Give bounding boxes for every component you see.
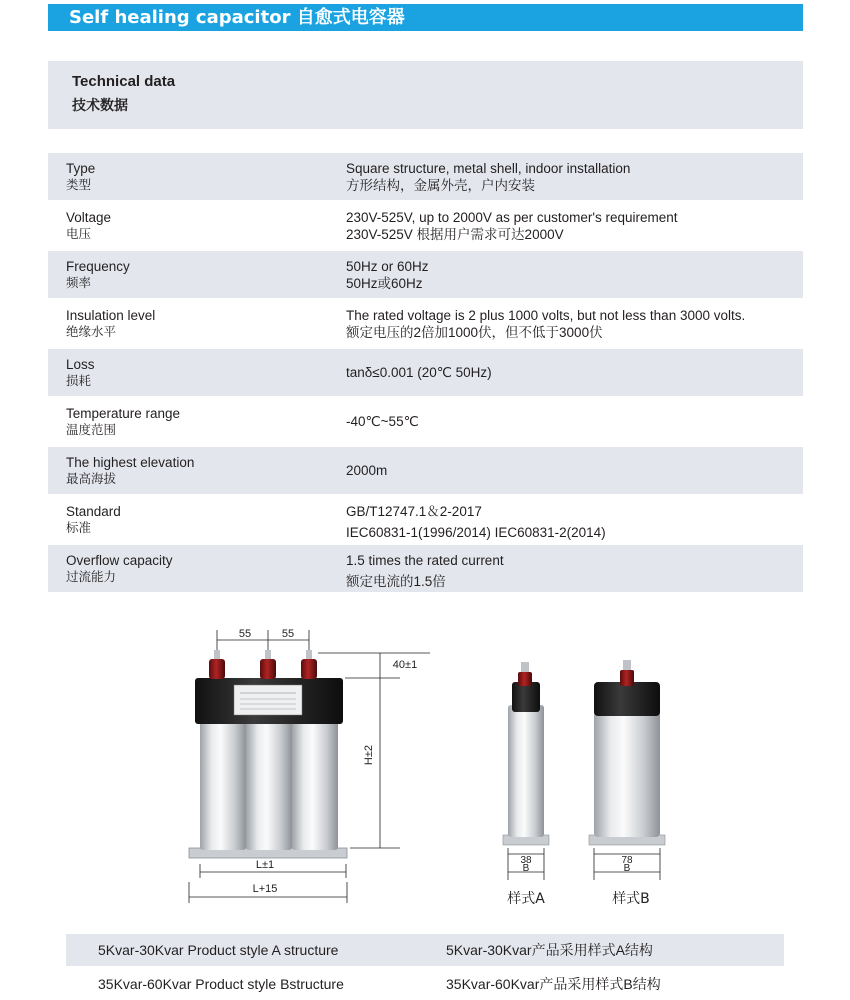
footer-row-style-b	[66, 968, 784, 1000]
spec-key-en: Overflow capacity	[66, 553, 173, 568]
spec-key-zh: 绝缘水平	[66, 324, 117, 339]
style-b-capacitor	[589, 660, 665, 845]
spec-row-temperature	[48, 398, 803, 445]
spec-key-en: Insulation level	[66, 308, 156, 323]
spec-key-en: Loss	[66, 357, 95, 372]
style-b-dim-78: 78	[621, 855, 633, 866]
spec-table	[48, 153, 803, 594]
spec-key-zh: 损耗	[66, 373, 92, 388]
spec-key-en: Type	[66, 161, 96, 176]
spec-key-zh: 类型	[66, 177, 92, 192]
spec-key-zh: 频率	[66, 275, 92, 290]
spec-value: Square structure, metal shell, indoor installation	[346, 161, 631, 176]
spec-value: 50Hz or 60Hz	[346, 259, 429, 274]
three-cylinder-capacitor	[189, 650, 347, 858]
dim-55-left: 55	[238, 628, 252, 640]
capacitor-dimension-diagram	[0, 610, 850, 920]
style-a-b: B	[522, 863, 530, 874]
spec-value: -40℃~55℃	[346, 414, 419, 429]
spec-key-zh: 过流能力	[66, 569, 117, 584]
spec-value-zh: 方形结构，金属外壳，户内安装	[346, 178, 535, 193]
spec-value: 230V-525V, up to 2000V as per customer's requirement	[346, 210, 678, 225]
spec-value: 2000m	[346, 463, 388, 478]
spec-key-en: The highest elevation	[66, 455, 195, 470]
style-a-capacitor	[503, 662, 549, 845]
style-b-b: B	[623, 863, 631, 874]
spec-value-zh: 额定电流的1.5倍	[346, 574, 446, 589]
dim-terminal-height: 40±1	[392, 659, 418, 671]
spec-row-elevation	[48, 447, 803, 494]
spec-value-zh: IEC60831-1(1996/2014) IEC60831-2(2014)	[346, 525, 606, 540]
spec-row-voltage	[48, 202, 803, 249]
spec-key-en: Temperature range	[66, 406, 181, 421]
spec-value: 1.5 times the rated current	[346, 553, 504, 568]
spec-row-standard	[48, 496, 803, 543]
terminal-right	[301, 650, 317, 679]
spec-row-insulation	[48, 300, 803, 347]
footer-style-a-zh: 5Kvar-30Kvar产品采用样式A结构	[446, 942, 653, 958]
dim-body-height: H±2	[363, 744, 375, 766]
page-banner	[48, 4, 803, 31]
spec-key-zh: 标准	[66, 520, 92, 535]
spec-key-zh: 最高海拔	[66, 471, 117, 486]
spec-value-zh: 额定电压的2倍加1000伏，但不低于3000伏	[346, 325, 603, 340]
terminal-middle	[260, 650, 276, 679]
section-title-zh: 技术数据	[72, 98, 128, 114]
spec-key-zh: 温度范围	[66, 422, 117, 437]
spec-row-overflow	[48, 545, 803, 592]
footer-style-b-zh: 35Kvar-60Kvar产品采用样式B结构	[446, 976, 661, 992]
spec-key-en: Voltage	[66, 210, 112, 225]
spec-row-frequency	[48, 251, 803, 298]
style-b-label: 样式B	[612, 891, 650, 907]
dim-length: L±1	[255, 859, 275, 871]
spec-value: The rated voltage is 2 plus 1000 volts, but not less than 3000 volts.	[346, 308, 746, 323]
spec-value-zh: 230V-525V 根据用户需求可达2000V	[346, 227, 564, 242]
style-a-label: 样式A	[507, 891, 545, 907]
footer-style-b-en: 35Kvar-60Kvar Product style Bstructure	[98, 976, 344, 992]
banner-title: Self healing capacitor 自愈式电容器	[69, 7, 405, 28]
section-title-en: Technical data	[72, 73, 176, 90]
footer-style-a-en: 5Kvar-30Kvar Product style A structure	[98, 942, 339, 958]
spec-key-en: Standard	[66, 504, 121, 519]
terminal-left	[209, 650, 225, 679]
spec-value: GB/T12747.1＆2-2017	[346, 504, 482, 519]
spec-key-zh: 电压	[66, 226, 92, 241]
footer-row-style-a	[66, 934, 784, 966]
spec-row-loss	[48, 349, 803, 396]
spec-value: tanδ≤0.001 (20℃ 50Hz)	[346, 365, 492, 380]
style-a-dim-38: 38	[520, 855, 532, 866]
spec-key-en: Frequency	[66, 259, 130, 274]
dim-length-plus: L+15	[252, 883, 278, 895]
technical-data-heading	[48, 61, 803, 129]
spec-row-type	[48, 153, 803, 200]
spec-value-zh: 50Hz或60Hz	[346, 276, 423, 291]
dim-55-right: 55	[281, 628, 295, 640]
